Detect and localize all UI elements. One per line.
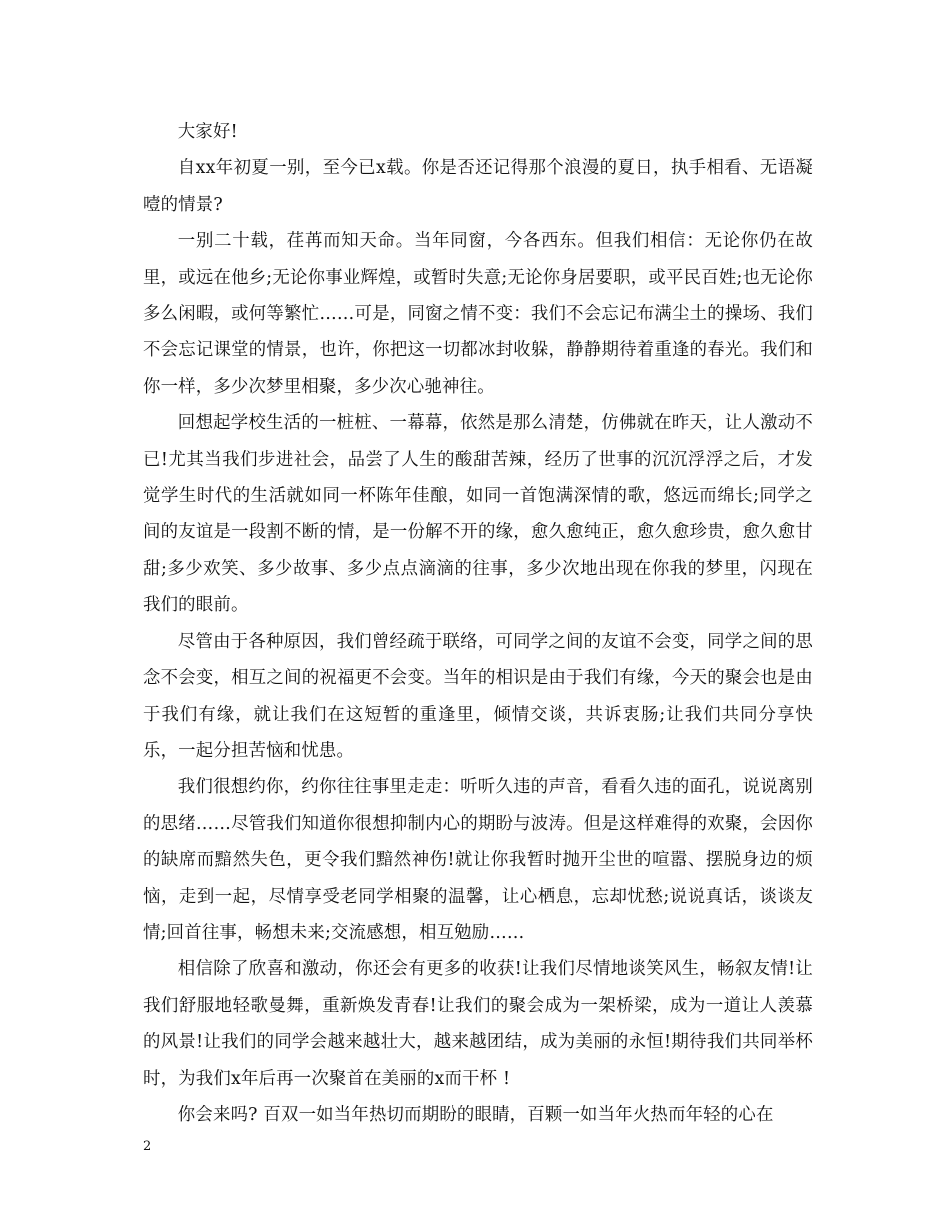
body-paragraph: 回想起学校生活的一桩桩、一幕幕，依然是那么清楚，仿佛就在昨天，让人激动不已!尤其当我们步进社会，品尝了人生的酸甜苦辣，经历了世事的沉沉浮浮之后，才发觉学生时代的生活就如同一杯陈年佳酿，如同一首饱满深情的歌，悠远而绵长;同学之间的友谊是一段割不断的情，是一份解不开的缘，愈久愈纯正，愈久愈珍贵，愈久愈甘甜;多少欢笑、多少故事、多少点点滴滴的往事，多少次地出现在你我的梦里，闪现在我们的眼前。 <box>143 413 813 616</box>
page-number: 2 <box>143 1139 152 1154</box>
body-paragraph: 自xx年初夏一别，至今已x载。你是否还记得那个浪漫的夏日，执手相看、无语凝噎的情景? <box>143 158 813 215</box>
body-paragraph: 尽管由于各种原因，我们曾经疏于联络，可同学之间的友谊不会变，同学之间的思念不会变，相互之间的祝福更不会变。当年的相识是由于我们有缘，今天的聚会也是由于我们有缘，就让我们在这短暂的重逢里，倾情交谈，共诉衷肠;让我们共同分享快乐，一起分担苦恼和忧患。 <box>143 631 813 761</box>
document-body <box>143 114 813 1133</box>
body-paragraph: 相信除了欣喜和激动，你还会有更多的收获!让我们尽情地谈笑风生，畅叙友情!让我们舒服地轻歌曼舞，重新焕发青春!让我们的聚会成为一架桥梁，成为一道让人羡慕的风景!让我们的同学会越来越壮大，越来越团结，成为美丽的永恒!期待我们共同举杯时，为我们x年后再一次聚首在美丽的x而干杯 ! <box>143 959 813 1089</box>
body-paragraph: 我们很想约你，约你往往事里走走：听听久违的声音，看看久违的面孔，说说离别的思绪……尽管我们知道你很想抑制内心的期盼与波涛。但是这样难得的欢聚，会因你的缺席而黯然失色，更令我们黯然神伤!就让你我暂时抛开尘世的喧嚣、摆脱身边的烦恼，走到一起，尽情享受老同学相聚的温馨，让心栖息，忘却忧愁;说说真话，谈谈友情;回首往事，畅想未来;交流感想，相互勉励…… <box>143 777 813 943</box>
body-paragraph: 你会来吗? 百双一如当年热切而期盼的眼睛，百颗一如当年火热而年轻的心在 <box>177 1104 774 1125</box>
greeting-paragraph: 大家好! <box>177 122 238 142</box>
body-paragraph: 一别二十载，荏苒而知天命。当年同窗，今各西东。但我们相信：无论你仍在故里，或远在他乡;无论你事业辉煌，或暂时失意;无论你身居要职，或平民百姓;也无论你多么闲暇，或何等繁忙……可是，同窗之情不变：我们不会忘记布满尘土的操场、我们不会忘记课堂的情景，也许，你把这一切都冰封收躲，静静期待着重逢的春光。我们和你一样，多少次梦里相聚，多少次心驰神往。 <box>143 231 813 397</box>
